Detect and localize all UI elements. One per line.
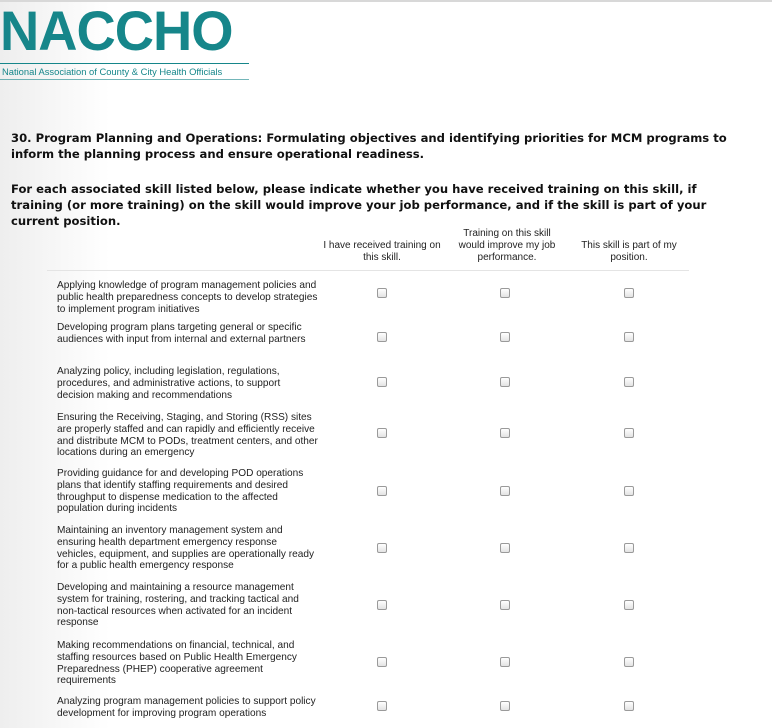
checkbox-training-would-improve[interactable] [500, 701, 510, 711]
matrix-row [47, 466, 689, 523]
matrix-row [47, 410, 689, 466]
column-header-training-would-improve: Training on this skill would improve my job performance. [458, 228, 556, 263]
skill-label: Analyzing policy, including legislation, regulations, procedures, and administrative actions, to support decision making and recommendations [57, 366, 281, 401]
checkbox-training-would-improve[interactable] [500, 600, 510, 610]
matrix-row [47, 638, 689, 694]
checkbox-received-training[interactable] [377, 600, 387, 610]
checkbox-part-of-position[interactable] [624, 486, 634, 496]
checkbox-part-of-position[interactable] [624, 428, 634, 438]
checkbox-received-training[interactable] [377, 332, 387, 342]
naccho-logo [0, 0, 250, 79]
checkbox-received-training[interactable] [377, 701, 387, 711]
checkbox-received-training[interactable] [377, 428, 387, 438]
question-instructions: For each associated skill listed below, please indicate whether you have received training on this skill, if training (or more training) on the skill would improve your job performance, and if the skill is part of your current position. [11, 182, 707, 228]
logo-underline [0, 79, 249, 80]
checkbox-part-of-position[interactable] [624, 332, 634, 342]
checkbox-received-training[interactable] [377, 486, 387, 496]
matrix-row [47, 523, 689, 580]
skill-label: Developing program plans targeting general or specific audiences with input from internal and external partners [57, 322, 306, 345]
checkbox-part-of-position[interactable] [624, 701, 634, 711]
checkbox-received-training[interactable] [377, 288, 387, 298]
checkbox-received-training[interactable] [377, 543, 387, 553]
checkbox-received-training[interactable] [377, 377, 387, 387]
column-header-received-training: I have received training on this skill. [323, 240, 441, 263]
matrix-row [47, 320, 689, 364]
checkbox-received-training[interactable] [377, 657, 387, 667]
logo-subtitle: National Association of County & City Health Officials [2, 66, 223, 77]
checkbox-part-of-position[interactable] [624, 600, 634, 610]
checkbox-training-would-improve[interactable] [500, 428, 510, 438]
checkbox-part-of-position[interactable] [624, 288, 634, 298]
checkbox-training-would-improve[interactable] [500, 288, 510, 298]
matrix-row [47, 364, 689, 410]
logo-divider [0, 63, 249, 64]
column-header-part-of-position: This skill is part of my position. [581, 240, 677, 263]
skill-label: Providing guidance for and developing POD operations plans that identify staffing requirements and desired throughput to dispense medication to the affected population during incidents [57, 468, 304, 515]
header-divider [47, 270, 689, 271]
checkbox-part-of-position[interactable] [624, 377, 634, 387]
skill-label: Analyzing program management policies to support policy development for improving program operations [57, 696, 316, 719]
skill-label: Making recommendations on financial, technical, and staffing resources based on Public Health Emergency Preparedness (PHEP) cooperative agreement requirements [57, 640, 297, 687]
checkbox-training-would-improve[interactable] [500, 657, 510, 667]
skill-label: Ensuring the Receiving, Staging, and Storing (RSS) sites are properly staffed and can rapidly and efficiently receive and distribute MCM to PODs, treatment centers, and other locations during an emergency [57, 412, 318, 459]
checkbox-part-of-position[interactable] [624, 657, 634, 667]
checkbox-training-would-improve[interactable] [500, 332, 510, 342]
question-title: 30. Program Planning and Operations: Formulating objectives and identifying priorities for MCM programs to inform the planning process and ensure operational readiness. [11, 131, 727, 161]
matrix-row [47, 276, 689, 320]
checkbox-training-would-improve[interactable] [500, 543, 510, 553]
skill-label: Developing and maintaining a resource management system for training, rostering, and tracking tactical and non-tactical resources when activated for an incident response [57, 582, 299, 629]
skill-label: Applying knowledge of program management policies and public health preparedness concepts to develop strategies to implement program initiatives [57, 280, 318, 315]
logo-wordmark: NACCHO [0, 0, 233, 62]
matrix-row [47, 694, 689, 728]
checkbox-training-would-improve[interactable] [500, 486, 510, 496]
checkbox-training-would-improve[interactable] [500, 377, 510, 387]
skill-label: Maintaining an inventory management system and ensuring health department emergency response vehicles, equipment, and supplies are operationally ready for a public health emergency response [57, 525, 314, 572]
checkbox-part-of-position[interactable] [624, 543, 634, 553]
matrix-row [47, 580, 689, 638]
